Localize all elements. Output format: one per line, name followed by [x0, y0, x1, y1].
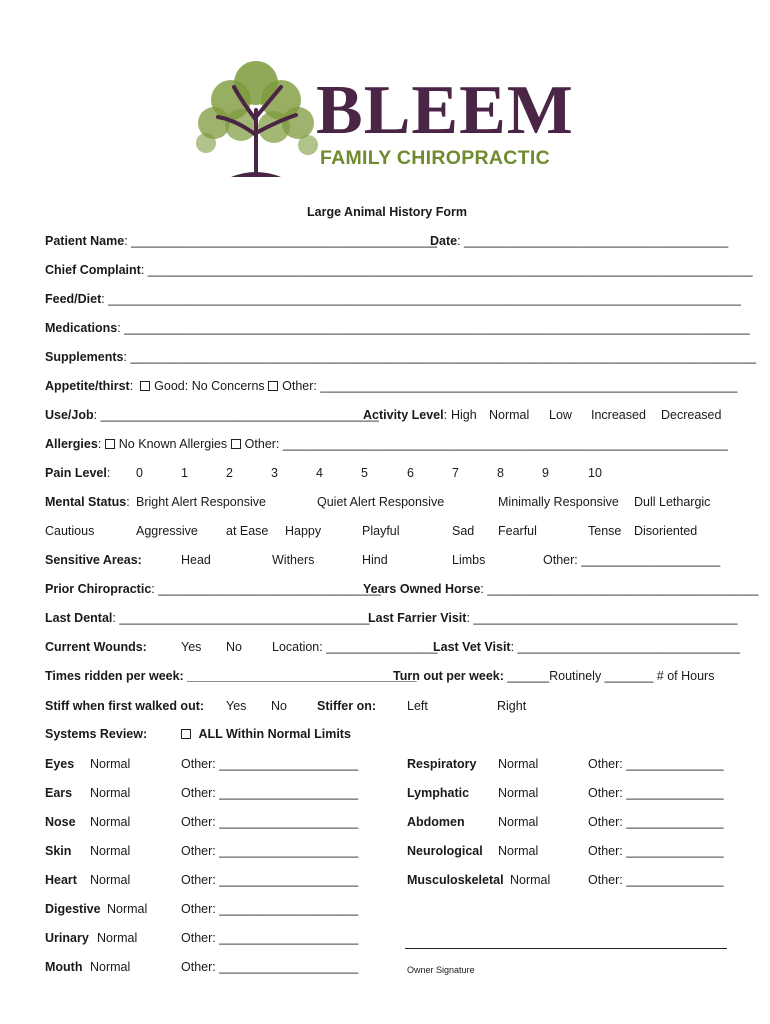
turn-out-label: Turn out per week: [393, 669, 504, 683]
appetite-good-label: Good: No Concerns [154, 379, 265, 393]
stiffer-right-option[interactable]: Right [497, 699, 527, 713]
system-label: Musculoskeletal [407, 873, 504, 887]
no-known-allergies-checkbox[interactable] [105, 439, 115, 449]
prior-chiropractic-field[interactable]: : ________________________________ [151, 582, 381, 596]
last-farrier-label: Last Farrier Visit [368, 611, 467, 625]
system-other-field[interactable]: Other: ______________ [588, 786, 724, 800]
chief-complaint-row [45, 263, 753, 277]
system-normal-option[interactable]: Normal [510, 873, 551, 887]
system-label: Lymphatic [407, 786, 470, 800]
medications-field[interactable]: : __________________________________________________________________________________________ [117, 321, 750, 335]
activity-option[interactable]: Low [549, 408, 572, 422]
activity-option[interactable]: Increased [591, 408, 646, 422]
pain-level-option[interactable]: 6 [407, 466, 414, 480]
signature-line[interactable] [405, 948, 727, 949]
system-label: Respiratory [407, 757, 477, 771]
mental-option[interactable]: Tense [588, 524, 622, 538]
use-job-label: Use/Job [45, 408, 94, 422]
system-other-field[interactable]: Other: ______________ [588, 757, 724, 771]
last-dental-row [45, 611, 370, 625]
pain-level-label: Pain Level [45, 466, 107, 480]
system-normal-option[interactable]: Normal [498, 844, 539, 858]
system-normal-option[interactable]: Normal [498, 757, 539, 771]
system-label: Abdomen [407, 815, 465, 829]
stiff-yes-option[interactable]: Yes [226, 699, 247, 713]
appetite-row [45, 379, 737, 393]
years-owned-label: Years Owned Horse [363, 582, 481, 596]
activity-option[interactable]: Decreased [661, 408, 722, 422]
system-label: Nose [45, 815, 76, 829]
mental-option[interactable]: Sad [452, 524, 475, 538]
years-owned-row [363, 582, 759, 596]
logo [186, 55, 586, 185]
patient-name-field[interactable]: : ____________________________________________ [124, 234, 438, 248]
system-normal-option[interactable]: Normal [90, 757, 131, 771]
all-normal-checkbox[interactable] [181, 729, 191, 739]
years-owned-field[interactable]: : _______________________________________ [480, 582, 759, 596]
pain-level-option[interactable]: 9 [542, 466, 549, 480]
system-normal-option[interactable]: Normal [90, 844, 131, 858]
system-other-field[interactable]: Other: ____________________ [181, 844, 359, 858]
mental-option[interactable]: Quiet Alert Responsive [317, 495, 445, 509]
system-other-field[interactable]: Other: ____________________ [181, 815, 359, 829]
pain-level-option[interactable]: 7 [452, 466, 459, 480]
chief-complaint-label: Chief Complaint [45, 263, 141, 277]
patient-name-label: Patient Name [45, 234, 125, 248]
system-other-field[interactable]: Other: ____________________ [181, 757, 359, 771]
turn-out-field[interactable]: ______Routinely _______ # of Hours [507, 669, 715, 683]
mental-option[interactable]: Minimally Responsive [498, 495, 619, 509]
mental-option[interactable]: Aggressive [136, 524, 198, 538]
system-normal-option[interactable]: Normal [97, 931, 138, 945]
pain-level-option[interactable]: 3 [271, 466, 278, 480]
supplements-field[interactable]: : __________________________________________________________________________________________ [123, 350, 757, 364]
appetite-good-checkbox[interactable] [140, 381, 150, 391]
system-normal-option[interactable]: Normal [90, 815, 131, 829]
pain-level-option[interactable]: 0 [136, 466, 143, 480]
activity-option[interactable]: Normal [489, 408, 530, 422]
allergies-other-field[interactable]: Other: ________________________________________________________________ [244, 437, 728, 451]
mental-option[interactable]: at Ease [226, 524, 269, 538]
activity-level-label: Activity Level [363, 408, 444, 422]
mental-option[interactable]: Dull Lethargic [634, 495, 711, 509]
stiffer-left-option[interactable]: Left [407, 699, 428, 713]
system-normal-option[interactable]: Normal [90, 960, 131, 974]
brand-name: BLEEM [316, 72, 574, 149]
allergies-label: Allergies [45, 437, 98, 451]
system-normal-option[interactable]: Normal [90, 786, 131, 800]
system-label: Skin [45, 844, 72, 858]
owner-signature-label: Owner Signature [407, 965, 475, 975]
system-other-field[interactable]: Other: ______________ [588, 844, 724, 858]
activity-level-sep: : [443, 408, 448, 422]
last-farrier-field[interactable]: : ______________________________________ [466, 611, 738, 625]
system-label: Urinary [45, 931, 89, 945]
sensitive-option[interactable]: Head [181, 553, 211, 567]
stiff-no-option[interactable]: No [271, 699, 287, 713]
mental-status-sep: : [126, 495, 130, 509]
wound-location-field[interactable]: Location: ________________ [272, 640, 438, 654]
pain-level-sep: : [106, 466, 111, 480]
form-title: Large Animal History Form [307, 205, 467, 219]
use-job-field[interactable]: : ________________________________________ [93, 408, 379, 422]
current-wounds-label: Current Wounds: [45, 640, 147, 654]
system-other-field[interactable]: Other: ____________________ [181, 873, 359, 887]
mental-option[interactable]: Cautious [45, 524, 95, 538]
stiffer-on-label: Stiffer on: [317, 699, 377, 713]
use-job-row [45, 408, 379, 422]
prior-chiropractic-label: Prior Chiropractic [45, 582, 152, 596]
medications-label: Medications [45, 321, 118, 335]
feed-diet-row [45, 292, 741, 306]
allergies-sep: : [97, 437, 102, 451]
mental-status-row [45, 495, 130, 509]
system-normal-option[interactable]: Normal [498, 815, 539, 829]
system-other-field[interactable]: Other: ____________________ [181, 960, 359, 974]
mental-option[interactable]: Fearful [498, 524, 537, 538]
sensitive-option[interactable]: Limbs [452, 553, 486, 567]
system-label: Ears [45, 786, 73, 800]
appetite-other-field[interactable]: Other: ____________________________________________________________ [282, 379, 738, 393]
system-label: Digestive [45, 902, 101, 916]
pain-level-option[interactable]: 8 [497, 466, 504, 480]
pain-level-option[interactable]: 5 [361, 466, 368, 480]
chief-complaint-field[interactable]: : _______________________________________________________________________________________ [140, 263, 753, 277]
system-other-field[interactable]: Other: ______________ [588, 815, 724, 829]
mental-option[interactable]: Bright Alert Responsive [136, 495, 266, 509]
date-label: Date [430, 234, 458, 248]
last-dental-label: Last Dental [45, 611, 113, 625]
last-vet-row [433, 640, 740, 654]
system-label: Heart [45, 873, 77, 887]
sensitive-areas-label: Sensitive Areas: [45, 553, 142, 567]
last-vet-field[interactable]: : ________________________________ [510, 640, 741, 654]
pain-level-option[interactable]: 1 [181, 466, 188, 480]
sensitive-other-field[interactable]: Other: ____________________ [543, 553, 721, 567]
mental-status-label: Mental Status [45, 495, 127, 509]
mental-option[interactable]: Happy [285, 524, 322, 538]
system-other-field[interactable]: Other: ____________________ [181, 902, 359, 916]
stiff-walked-label: Stiff when first walked out: [45, 699, 205, 713]
mental-option[interactable]: Playful [362, 524, 400, 538]
system-normal-option[interactable]: Normal [498, 786, 539, 800]
system-other-field[interactable]: Other: ______________ [588, 873, 724, 887]
system-label: Eyes [45, 757, 75, 771]
brand-tagline: FAMILY CHIROPRACTIC [320, 147, 550, 169]
appetite-other-checkbox[interactable] [268, 381, 278, 391]
wounds-no-option[interactable]: No [226, 640, 242, 654]
activity-option[interactable]: High [451, 408, 477, 422]
feed-diet-label: Feed/Diet [45, 292, 102, 306]
activity-level-row [363, 408, 447, 422]
date-row [430, 234, 728, 248]
sensitive-option[interactable]: Withers [272, 553, 315, 567]
pain-level-row [45, 466, 110, 480]
allergies-other-checkbox[interactable] [231, 439, 241, 449]
date-field[interactable]: : ______________________________________ [457, 234, 729, 248]
pain-level-option[interactable]: 2 [226, 466, 233, 480]
prior-chiropractic-row [45, 582, 381, 596]
allergies-row [45, 437, 728, 451]
medications-row [45, 321, 750, 335]
wounds-yes-option[interactable]: Yes [181, 640, 202, 654]
system-label: Neurological [407, 844, 483, 858]
mental-option[interactable]: Disoriented [634, 524, 698, 538]
pain-level-option[interactable]: 10 [588, 466, 602, 480]
all-normal-label: ALL Within Normal Limits [198, 727, 351, 741]
all-normal-row [181, 727, 351, 741]
system-other-field[interactable]: Other: ____________________ [181, 786, 359, 800]
feed-diet-field[interactable]: : ___________________________________________________________________________________________ [101, 292, 741, 306]
appetite-label: Appetite/thirst [45, 379, 130, 393]
last-farrier-row [368, 611, 738, 625]
system-label: Mouth [45, 960, 83, 974]
no-known-allergies-label: No Known Allergies [118, 437, 228, 451]
appetite-sep: : [129, 379, 134, 393]
times-ridden-field[interactable]: Times ridden per week: _________________________________ [45, 669, 417, 683]
system-other-field[interactable]: Other: ____________________ [181, 931, 359, 945]
patient-name-row [45, 234, 437, 248]
system-normal-option[interactable]: Normal [90, 873, 131, 887]
last-vet-label: Last Vet Visit [433, 640, 511, 654]
last-dental-field[interactable]: : ____________________________________ [112, 611, 370, 625]
turn-out-row [393, 669, 714, 683]
system-normal-option[interactable]: Normal [107, 902, 148, 916]
supplements-label: Supplements [45, 350, 124, 364]
pain-level-option[interactable]: 4 [316, 466, 323, 480]
sensitive-option[interactable]: Hind [362, 553, 388, 567]
supplements-row [45, 350, 756, 364]
systems-review-label: Systems Review: [45, 727, 148, 741]
